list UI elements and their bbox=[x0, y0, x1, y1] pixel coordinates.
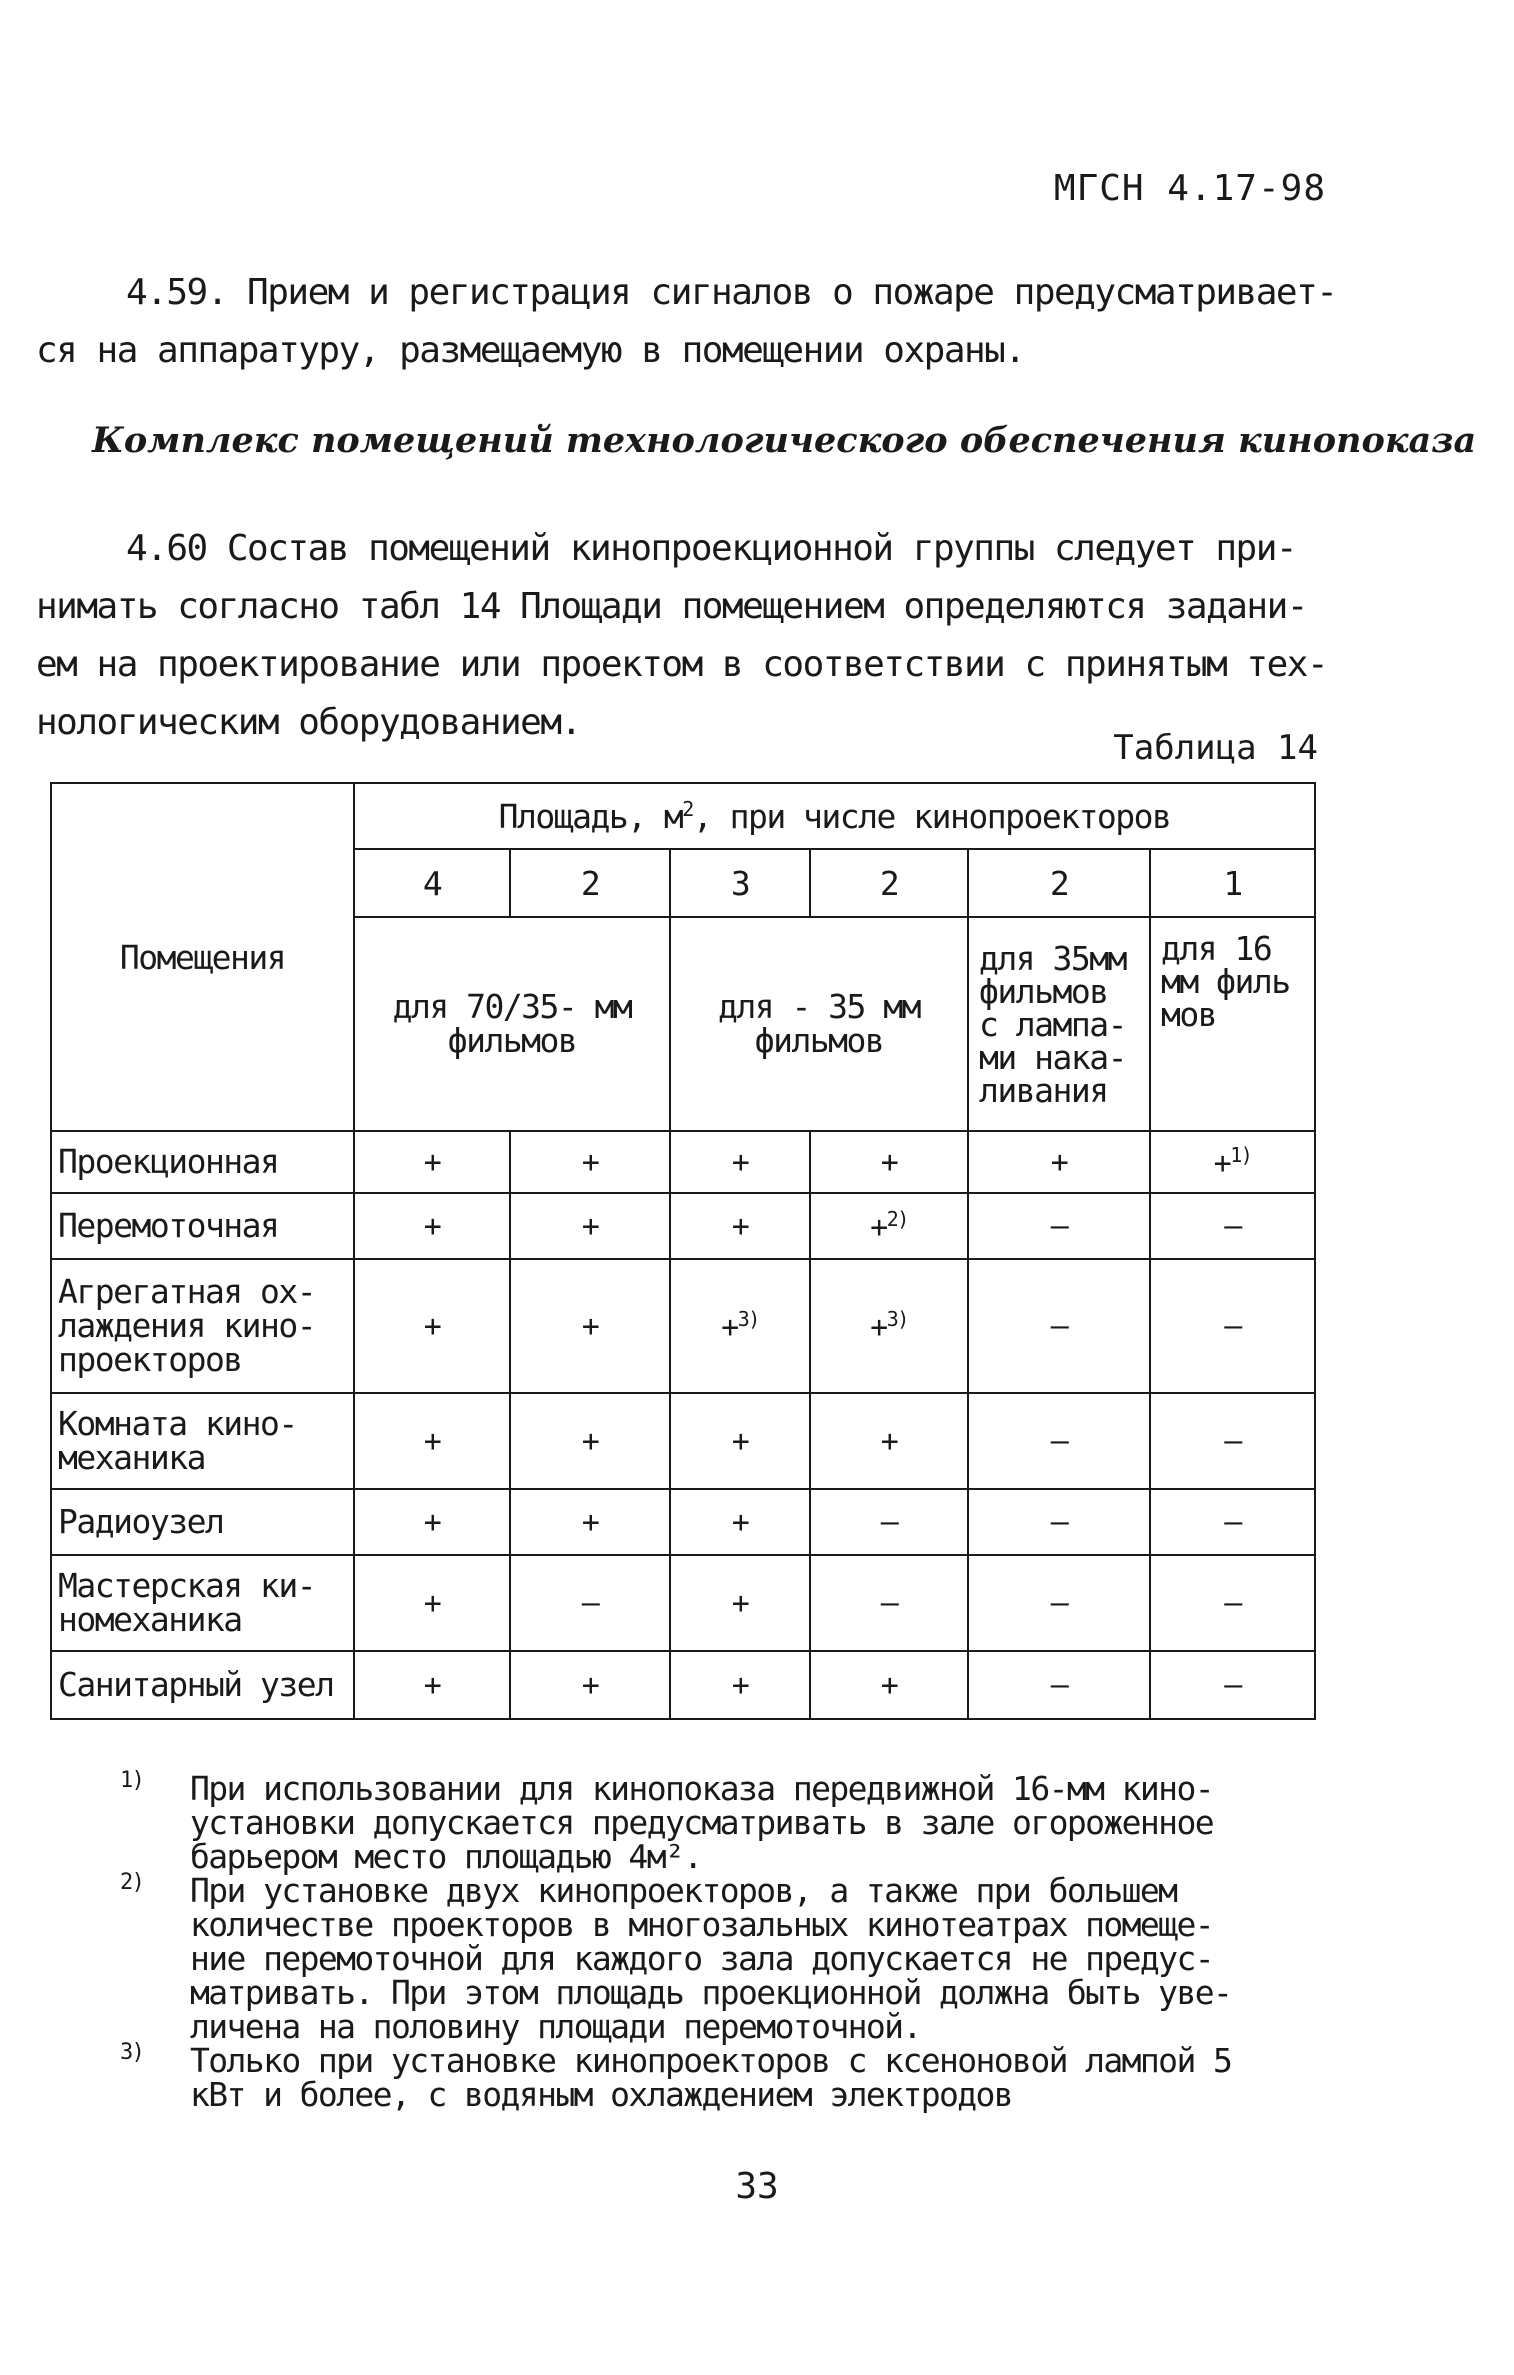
requirement-cell bbox=[810, 1489, 968, 1555]
requirement-cell bbox=[354, 1393, 510, 1489]
requirement-mark: + bbox=[423, 1585, 441, 1621]
requirement-mark: + bbox=[731, 1208, 749, 1244]
requirement-mark: + bbox=[581, 1504, 599, 1540]
requirement-mark: + bbox=[731, 1144, 749, 1180]
room-name: Радиоузел bbox=[58, 1502, 224, 1541]
requirement-mark: + bbox=[880, 1667, 898, 1703]
requirement-cell bbox=[968, 1555, 1150, 1651]
requirement-mark: + bbox=[423, 1208, 441, 1244]
requirement-cell bbox=[510, 1193, 670, 1259]
requirement-cell bbox=[354, 1489, 510, 1555]
area-header-cell bbox=[354, 783, 1315, 849]
film-format-line: фильмов bbox=[979, 971, 1108, 1011]
requirement-cell bbox=[670, 1193, 810, 1259]
footnote-mark: 1) bbox=[120, 1768, 144, 1793]
requirement-mark: – bbox=[1050, 1423, 1068, 1459]
footnote-mark: 3) bbox=[120, 2040, 144, 2065]
projector-count: 2 bbox=[810, 849, 968, 917]
requirement-cell bbox=[354, 1555, 510, 1651]
requirement-mark: – bbox=[1224, 1423, 1241, 1459]
footnote-line: При использовании для кинопоказа передвижной 16-мм кино- bbox=[190, 1769, 1213, 1808]
requirement-cell bbox=[670, 1259, 810, 1393]
area-header-suffix: , при числе кинопроекторов bbox=[692, 796, 1171, 836]
footnote-line: ние перемоточной для каждого зала допускается не предус- bbox=[190, 1939, 1213, 1978]
requirement-mark: + bbox=[870, 1210, 887, 1245]
projector-count: 2 bbox=[510, 849, 670, 917]
requirement-mark: + bbox=[721, 1310, 738, 1345]
footnote-line: кВт и более, с водяным охлаждением электродов bbox=[190, 2075, 1013, 2114]
requirement-cell bbox=[810, 1259, 968, 1393]
table-header-row bbox=[51, 783, 1315, 849]
requirement-mark: – bbox=[1050, 1308, 1068, 1344]
requirement-mark: – bbox=[1224, 1308, 1241, 1344]
requirement-cell bbox=[968, 1259, 1150, 1393]
requirement-mark: + bbox=[423, 1308, 441, 1344]
table-row bbox=[51, 1131, 1315, 1193]
requirement-mark: – bbox=[1224, 1208, 1241, 1244]
room-name-cell bbox=[51, 1555, 354, 1651]
requirement-mark: – bbox=[1050, 1504, 1068, 1540]
requirement-mark: + bbox=[731, 1504, 749, 1540]
paragraph-line: ся на аппаратуру, размещаемую в помещении охраны. bbox=[36, 330, 1025, 371]
paragraph-4-60 bbox=[36, 520, 1326, 752]
film-format-line: для 16 bbox=[1161, 929, 1272, 968]
requirement-cell bbox=[810, 1555, 968, 1651]
room-name-cell bbox=[51, 1393, 354, 1489]
requirement-mark: – bbox=[1050, 1667, 1068, 1703]
film-format-line: мм филь bbox=[1161, 962, 1290, 1001]
requirement-mark: + bbox=[731, 1667, 749, 1703]
requirement-cell bbox=[510, 1259, 670, 1393]
requirement-cell bbox=[968, 1651, 1150, 1719]
rooms-header: Помещения bbox=[119, 937, 286, 977]
requirement-cell bbox=[810, 1393, 968, 1489]
room-name-line: номеханика bbox=[58, 1600, 242, 1639]
room-name-line: проекторов bbox=[58, 1340, 242, 1379]
film-format-35-incandescent bbox=[968, 917, 1150, 1131]
film-format-70-35: для 70/35- мм фильмов bbox=[354, 917, 670, 1131]
footnote-mark: 2) bbox=[120, 1870, 144, 1895]
table-row bbox=[51, 1259, 1315, 1393]
projector-count: 1 bbox=[1150, 849, 1315, 917]
requirement-mark: + bbox=[870, 1310, 887, 1345]
requirement-cell bbox=[354, 1651, 510, 1719]
requirement-mark: + bbox=[581, 1144, 599, 1180]
room-name-line: Мастерская ки- bbox=[58, 1566, 316, 1605]
requirement-cell bbox=[670, 1555, 810, 1651]
requirement-mark: – bbox=[1224, 1504, 1241, 1540]
requirement-cell bbox=[1150, 1555, 1315, 1651]
requirement-cell bbox=[968, 1489, 1150, 1555]
room-name-cell bbox=[51, 1193, 354, 1259]
requirement-mark: + bbox=[1050, 1144, 1068, 1180]
paragraph-4-59 bbox=[36, 264, 1337, 380]
requirement-mark: + bbox=[581, 1208, 599, 1244]
projector-count: 3 bbox=[670, 849, 810, 917]
requirement-mark: – bbox=[880, 1504, 898, 1540]
requirement-cell bbox=[1150, 1131, 1315, 1193]
requirement-cell bbox=[670, 1651, 810, 1719]
requirement-cell bbox=[1150, 1651, 1315, 1719]
requirement-cell bbox=[670, 1489, 810, 1555]
table-row bbox=[51, 1555, 1315, 1651]
paragraph-line: нологическим оборудованием. bbox=[36, 702, 581, 743]
film-format-35: для - 35 мм фильмов bbox=[670, 917, 968, 1131]
requirement-cell bbox=[510, 1393, 670, 1489]
requirement-cell bbox=[354, 1131, 510, 1193]
room-name: Перемоточная bbox=[58, 1206, 279, 1245]
paragraph-line: 4.60 Состав помещений кинопроекционной группы следует при- bbox=[126, 528, 1297, 569]
film-format-line: ливания bbox=[979, 1070, 1108, 1110]
footnote-line: личена на половину площади перемоточной. bbox=[190, 2007, 921, 2046]
requirement-mark: + bbox=[581, 1308, 599, 1344]
table-row bbox=[51, 1489, 1315, 1555]
footnote-ref: 3) bbox=[886, 1307, 908, 1331]
requirement-mark: + bbox=[880, 1144, 898, 1180]
film-format-line: ми нака- bbox=[979, 1037, 1126, 1077]
requirement-mark: + bbox=[423, 1423, 441, 1459]
paragraph-line: ем на проектирование или проектом в соответствии с принятым тех- bbox=[36, 644, 1328, 685]
requirement-cell bbox=[810, 1193, 968, 1259]
section-heading: Комплекс помещений технологического обеспечения кинопоказа bbox=[92, 420, 1477, 461]
footnote-line: барьером место площадью 4м². bbox=[190, 1837, 702, 1876]
requirement-mark: + bbox=[731, 1423, 749, 1459]
area-header-sup: 2 bbox=[682, 796, 693, 821]
footnote-line: количестве проекторов в многозальных кинотеатрах помеще- bbox=[190, 1905, 1213, 1944]
requirement-mark: + bbox=[731, 1585, 749, 1621]
requirement-cell bbox=[1150, 1489, 1315, 1555]
footnote-line: установки допускается предусматривать в зале огороженное bbox=[190, 1803, 1213, 1842]
requirement-cell bbox=[354, 1259, 510, 1393]
room-name-cell bbox=[51, 1489, 354, 1555]
requirement-mark: + bbox=[423, 1667, 441, 1703]
requirement-mark: + bbox=[581, 1667, 599, 1703]
room-name-cell bbox=[51, 1259, 354, 1393]
table-row bbox=[51, 1651, 1315, 1719]
footnote-line: Только при установке кинопроекторов с ксеноновой лампой 5 bbox=[190, 2041, 1232, 2080]
table-row bbox=[51, 1193, 1315, 1259]
room-name-line: Комната кино- bbox=[58, 1404, 297, 1443]
paragraph-line: 4.59. Прием и регистрация сигналов о пожаре предусматривает- bbox=[126, 272, 1337, 313]
room-name-cell bbox=[51, 1651, 354, 1719]
requirement-mark: + bbox=[581, 1423, 599, 1459]
film-format-line: с лампа- bbox=[979, 1004, 1126, 1044]
rooms-table bbox=[50, 782, 1316, 1720]
film-format-line: для 35мм bbox=[979, 938, 1126, 978]
page-number: 33 bbox=[735, 2166, 779, 2207]
requirement-mark: – bbox=[1050, 1208, 1068, 1244]
requirement-mark: + bbox=[880, 1423, 898, 1459]
requirement-cell bbox=[354, 1193, 510, 1259]
requirement-cell bbox=[510, 1651, 670, 1719]
room-name-line: Агрегатная ох- bbox=[58, 1272, 316, 1311]
footnote bbox=[120, 1768, 1320, 1876]
requirement-mark: – bbox=[1224, 1585, 1241, 1621]
requirement-cell bbox=[810, 1131, 968, 1193]
requirement-cell bbox=[1150, 1259, 1315, 1393]
requirement-mark: – bbox=[1224, 1667, 1241, 1703]
footnote bbox=[120, 1870, 1320, 2046]
film-format-16 bbox=[1150, 917, 1315, 1131]
area-header-prefix: Площадь, м bbox=[498, 796, 683, 836]
requirement-mark: – bbox=[880, 1585, 898, 1621]
rooms-header-cell bbox=[51, 783, 354, 1131]
table-caption: Таблица 14 bbox=[1113, 728, 1318, 768]
film-format-line: мов bbox=[1161, 995, 1217, 1034]
footnotes bbox=[120, 1768, 1320, 2114]
footnote-line: матривать. При этом площадь проекционной должна быть уве- bbox=[190, 1973, 1232, 2012]
footnote-line: При установке двух кинопроекторов, а также при большем bbox=[190, 1871, 1177, 1910]
footnote-ref: 3) bbox=[737, 1307, 759, 1331]
footnote bbox=[120, 2040, 1320, 2114]
requirement-cell bbox=[670, 1131, 810, 1193]
requirement-cell bbox=[968, 1193, 1150, 1259]
requirement-mark: – bbox=[1050, 1585, 1068, 1621]
footnote-ref: 2) bbox=[886, 1207, 908, 1231]
requirement-cell bbox=[670, 1393, 810, 1489]
requirement-cell bbox=[810, 1651, 968, 1719]
projector-count: 2 bbox=[968, 849, 1150, 917]
room-name: Санитарный узел bbox=[58, 1665, 334, 1704]
requirement-cell bbox=[968, 1393, 1150, 1489]
requirement-cell bbox=[510, 1489, 670, 1555]
requirement-cell bbox=[510, 1555, 670, 1651]
requirement-mark: + bbox=[1213, 1146, 1231, 1181]
document-code: МГСН 4.17-98 bbox=[1053, 168, 1326, 209]
requirement-mark: + bbox=[423, 1504, 441, 1540]
room-name-cell bbox=[51, 1131, 354, 1193]
requirement-cell bbox=[510, 1131, 670, 1193]
projector-count: 4 bbox=[354, 849, 510, 917]
room-name-line: механика bbox=[58, 1438, 205, 1477]
room-name: Проекционная bbox=[58, 1142, 279, 1181]
paragraph-line: нимать согласно табл 14 Площади помещением определяются задани- bbox=[36, 586, 1307, 627]
footnote-ref: 1) bbox=[1230, 1143, 1252, 1167]
room-name-line: лаждения кино- bbox=[58, 1306, 316, 1345]
requirement-cell bbox=[1150, 1193, 1315, 1259]
requirement-mark: – bbox=[581, 1585, 599, 1621]
table-row bbox=[51, 1393, 1315, 1489]
requirement-mark: + bbox=[423, 1144, 441, 1180]
requirement-cell bbox=[968, 1131, 1150, 1193]
requirement-cell bbox=[1150, 1393, 1315, 1489]
table-body bbox=[51, 1131, 1315, 1719]
